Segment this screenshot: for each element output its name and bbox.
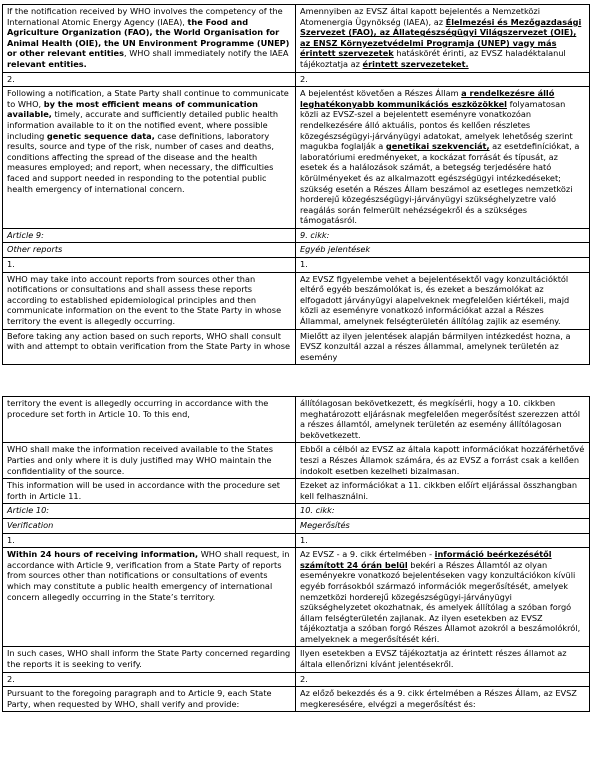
hungarian-text-cell bbox=[296, 228, 590, 243]
text-segment: Ezeket az információkat a 11. cikkben előírt eljárással összhangban kell felhasználni. bbox=[300, 480, 578, 501]
text-segment: Pursuant to the foregoing paragraph and to Article 9, each State Party, when requested by WHO, shall verify and provide: bbox=[7, 688, 272, 709]
text-segment: Verification bbox=[7, 519, 54, 530]
text-segment: Article 9: bbox=[7, 229, 44, 240]
text-segment: hatáskörét érinti, az EVSZ haladéktalanul tájékoztatja az bbox=[300, 48, 566, 69]
text-segment: 2. bbox=[300, 73, 308, 84]
text-segment: 9. cikk: bbox=[300, 229, 330, 240]
page-bottom-section bbox=[0, 396, 591, 779]
text-segment: timely, accurate and sufficiently detailed public health information available to it on the notified event, where possible including bbox=[7, 109, 279, 141]
table-row bbox=[3, 397, 590, 443]
table-row bbox=[3, 533, 590, 548]
text-segment: by the most efficient means of communication available, bbox=[7, 98, 258, 120]
english-text-cell bbox=[3, 329, 296, 365]
text-segment: If the notification received by WHO involves the competency of the International Atomic Energy Agency (IAEA), bbox=[7, 6, 283, 27]
table-row bbox=[3, 243, 590, 258]
text-segment: In such cases, WHO shall inform the State Party concerned regarding the reports it is seeking to verify. bbox=[7, 648, 291, 670]
table-row bbox=[3, 258, 590, 273]
text-segment: territory the event is allegedly occurring in accordance with the procedure set forth in Article 10. To this end, bbox=[7, 398, 269, 419]
text-segment: Megerősítés bbox=[300, 519, 350, 530]
english-text-cell bbox=[3, 479, 296, 504]
text-segment: This information will be used in accordance with the procedure set forth in Article 11. bbox=[7, 480, 280, 501]
table-row bbox=[3, 548, 590, 647]
table-row bbox=[3, 72, 590, 87]
hungarian-text-cell bbox=[296, 647, 590, 672]
text-segment: WHO shall request, in accordance with Article 9, verification from a State Party of reports from sources other than notifications or consultations of events which may constitute a public health emergency of international concern allegedly occurring in the State’s territory. bbox=[7, 549, 290, 602]
hungarian-text-cell bbox=[296, 397, 590, 443]
text-segment: Other reports bbox=[7, 244, 63, 255]
english-text-cell bbox=[3, 443, 296, 479]
english-text-cell bbox=[3, 504, 296, 519]
hungarian-text-cell bbox=[296, 518, 590, 533]
table-row bbox=[3, 687, 590, 712]
english-text-cell bbox=[3, 397, 296, 443]
text-segment: relevant entities. bbox=[7, 58, 87, 69]
text-segment: 2. bbox=[300, 673, 308, 684]
text-segment: Within 24 hours of receiving information, bbox=[7, 549, 199, 560]
text-segment: genetikai szekvenciát, bbox=[385, 141, 490, 152]
english-text-cell bbox=[3, 533, 296, 548]
text-segment: A bejelentést követően a Részes Állam bbox=[300, 88, 462, 99]
english-text-cell bbox=[3, 687, 296, 712]
hungarian-text-cell bbox=[296, 533, 590, 548]
table-row bbox=[3, 87, 590, 229]
table-row bbox=[3, 228, 590, 243]
text-segment: bekéri a Részes Államtól az olyan eseményekre vonatkozó bejelentéseken vagy konzultációkon kívüli egyéb forrásokból származó információk megerősítését, amelyek nemzetközi horderejű közegészségügyi-járványügyi szükséghelyzetet okozhatnak, és amelyek állítólag a szóban forgó állam felségterületén zajlanak. Az ilyen esetekben az EVSZ tájékoztatja a szóban forgó Részes Államot azokról a beszámolókról, amelyeknek a megerősítését kéri. bbox=[300, 559, 581, 644]
text-segment: 1. bbox=[300, 534, 308, 545]
text-segment: a rendelkezésre álló leghatékonyabb kommunikációs eszközökkel bbox=[300, 88, 555, 109]
hungarian-text-cell bbox=[296, 5, 590, 73]
english-text-cell bbox=[3, 258, 296, 273]
text-segment: case definitions, laboratory results, source and type of the risk, number of cases and deaths, conditions affecting the spread of the disease and the health measures employed; and report, when necessary, the difficulties faced and support needed in responding to the potential public health emergency of international concern. bbox=[7, 130, 274, 194]
text-segment: 1. bbox=[7, 534, 15, 545]
text-segment: the Food and Agriculture Organization (FAO), the World Organisation for Animal Health (OIE), the UN Environment Programme (UNEP) or other relevant entities bbox=[7, 16, 290, 59]
text-segment: genetic sequence data, bbox=[46, 130, 155, 141]
text-segment: Before taking any action based on such reports, WHO shall consult with and attempt to obtain verification from the State Party in whose bbox=[7, 330, 291, 352]
text-segment: , WHO shall immediately notify the IAEA bbox=[123, 48, 289, 59]
table-row bbox=[3, 504, 590, 519]
text-segment: Following a notification, a State Party shall continue to communicate to WHO, bbox=[7, 88, 289, 109]
hungarian-text-cell bbox=[296, 72, 590, 87]
hungarian-text-cell bbox=[296, 548, 590, 647]
english-text-cell bbox=[3, 5, 296, 73]
hungarian-text-cell bbox=[296, 329, 590, 365]
table-row bbox=[3, 329, 590, 365]
text-segment: 1. bbox=[7, 259, 15, 270]
hungarian-text-cell bbox=[296, 243, 590, 258]
text-segment: az esetdefiníciókat, a laboratóriumi eredményeket, a kockázat forrását és típusát, az esetek és a halálozások számát, a betegség terjedésére ható körülményeket és az alkalmazott egészségügyi intézkedéseket; szükség esetén a Részes Állam beszámol az esetleges nemzetközi horderejű közegészségügyi-járványügyi szükséghelyzetre való reagálás során felmerült nehézségekről és a szükséges támogatásról. bbox=[300, 141, 580, 226]
table-row bbox=[3, 479, 590, 504]
english-text-cell bbox=[3, 228, 296, 243]
text-segment: információ beérkezésétől számított 24 órán belül bbox=[300, 549, 552, 570]
table-row bbox=[3, 647, 590, 672]
english-text-cell bbox=[3, 272, 296, 329]
text-segment: 1. bbox=[300, 259, 308, 270]
text-segment: Élelmezési és Mezőgazdasági Szervezet (FAO), az Állategészségügyi Világszervezet (OIE), az ENSZ Környezetvédelmi Programja (UNEP) vagy más érintett szervezetek bbox=[300, 16, 582, 59]
text-segment: Article 10: bbox=[7, 505, 50, 516]
text-segment: érintett szervezeteket. bbox=[362, 58, 469, 69]
text-segment: Ilyen esetekben a EVSZ tájékoztatja az érintett részes államot az általa ellenőrizni kívánt jelentésekről. bbox=[300, 648, 567, 670]
table-row bbox=[3, 672, 590, 687]
text-segment: 2. bbox=[7, 73, 15, 84]
text-segment: WHO may take into account reports from sources other than notifications or consultations and shall assess these reports according to established epidemiological principles and then communicate information on the event to the State Party in whose territory the event is allegedly occurring. bbox=[7, 273, 282, 327]
hungarian-text-cell bbox=[296, 504, 590, 519]
text-segment: Ebből a célból az EVSZ az általa kapott információkat hozzáférhetővé teszi a Részes Államok számára, és az EVSZ a forrást csak a kellően indokolt esetben kezelheti bizalmasan. bbox=[300, 444, 585, 476]
text-segment: állítólagosan bekövetkezett, és megkísérli, hogy a 10. cikkben meghatározott eljárásnak megfelelően megerősítést szerezzen attól a részes államtól, amelynek területén az esemény állítólagosan bekövetkezett. bbox=[300, 398, 580, 440]
comparison-table-bottom bbox=[2, 396, 590, 712]
english-text-cell bbox=[3, 647, 296, 672]
hungarian-text-cell bbox=[296, 258, 590, 273]
hungarian-text-cell bbox=[296, 687, 590, 712]
text-segment: Mielőtt az ilyen jelentések alapján bármilyen intézkedést hozna, a EVSZ konzultál azzal a részes állammal, amelynek területén az esemény bbox=[300, 330, 571, 362]
hungarian-text-cell bbox=[296, 672, 590, 687]
table-row bbox=[3, 518, 590, 533]
english-text-cell bbox=[3, 548, 296, 647]
english-text-cell bbox=[3, 72, 296, 87]
table-row bbox=[3, 443, 590, 479]
hungarian-text-cell bbox=[296, 272, 590, 329]
text-segment: Egyéb jelentések bbox=[300, 244, 371, 255]
table-row bbox=[3, 272, 590, 329]
table-row bbox=[3, 5, 590, 73]
text-segment: Az előző bekezdés és a 9. cikk értelmében a Részes Állam, az EVSZ megkeresésére, elvégzi a megerősítést és: bbox=[300, 688, 577, 709]
english-text-cell bbox=[3, 87, 296, 229]
english-text-cell bbox=[3, 518, 296, 533]
text-segment: 2. bbox=[7, 673, 15, 684]
text-segment: Az EVSZ - a 9. cikk értelmében - bbox=[300, 549, 435, 560]
hungarian-text-cell bbox=[296, 479, 590, 504]
hungarian-text-cell bbox=[296, 87, 590, 229]
english-text-cell bbox=[3, 672, 296, 687]
english-text-cell bbox=[3, 243, 296, 258]
hungarian-text-cell bbox=[296, 443, 590, 479]
text-segment: folyamatosan közli az EVSZ-szel a bejelentett eseményre vonatkozóan rendelkezésére álló aktuális, pontos és kellően részletes közegészségügyi-járványügyi adatokat, amelyek lehetőség szerint magukba foglalják a bbox=[300, 98, 573, 152]
text-segment: 10. cikk: bbox=[300, 505, 335, 516]
text-segment: WHO shall make the information received available to the States Parties and only where it is duly justified may WHO maintain the confidentiality of the source. bbox=[7, 444, 273, 476]
comparison-table-top bbox=[2, 4, 590, 365]
text-segment: Amennyiben az EVSZ által kapott bejelentés a Nemzetközi Atomenergia Ügynökség (IAEA), az bbox=[300, 6, 540, 27]
text-segment: Az EVSZ figyelembe vehet a bejelentésektől vagy konzultációktól eltérő egyéb beszámolókat is, és ezeket a beszámolókat az elfogadott járványügyi alapelveknek megfelelően kiértékeli, majd közli az eseményre vonatkozó információkat azzal a Részes Állammal, amelynek felségterületén állítólag zajlik az esemény. bbox=[300, 273, 570, 327]
